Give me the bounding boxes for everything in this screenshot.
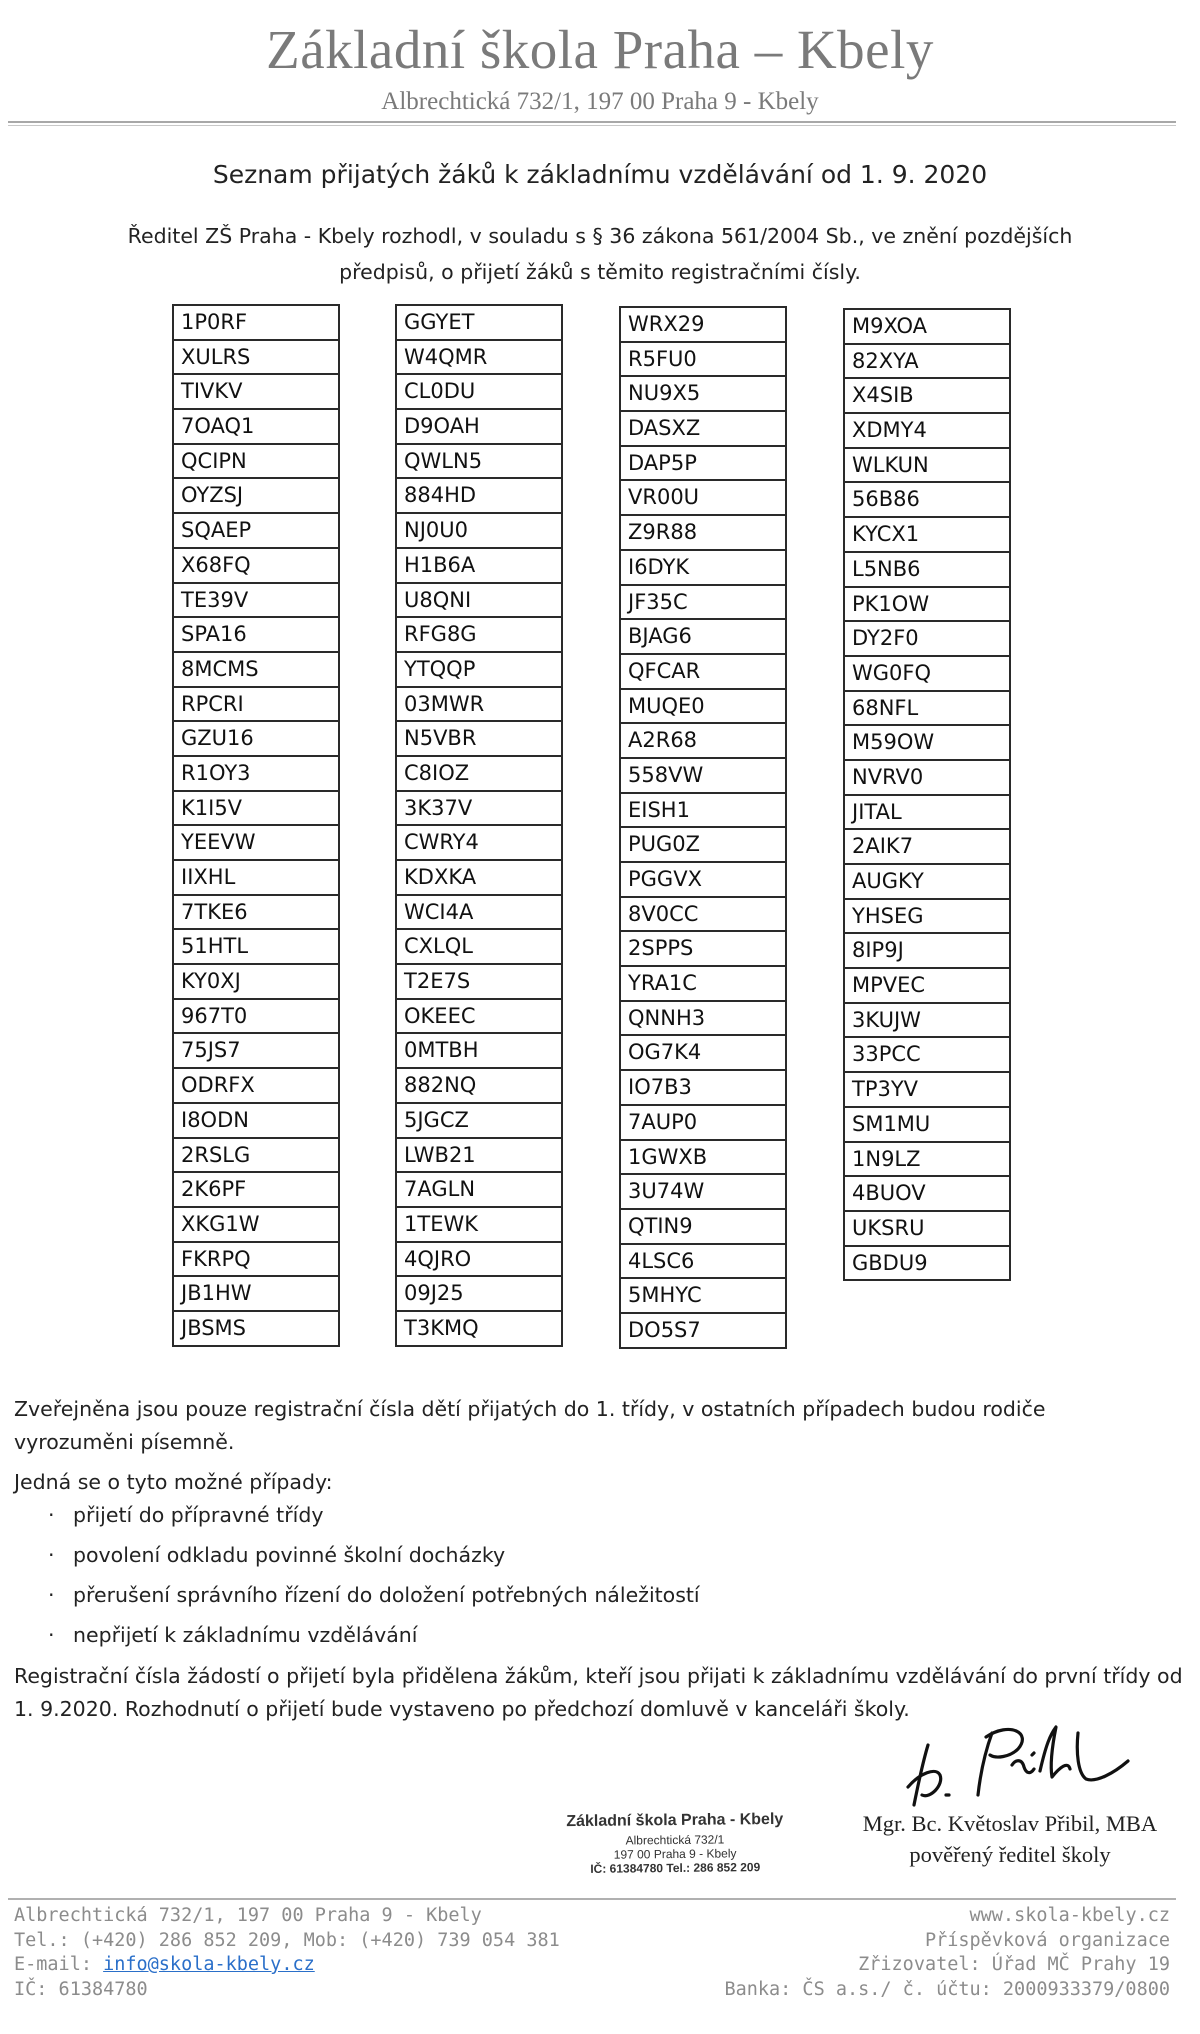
- registration-number: LWB21: [395, 1139, 563, 1174]
- registration-number: K1I5V: [172, 792, 340, 827]
- handwritten-signature: [900, 1715, 1140, 1810]
- registration-number: PK1OW: [843, 588, 1011, 623]
- registration-number: WRX29: [619, 306, 787, 343]
- registration-number: QTIN9: [619, 1210, 787, 1245]
- registration-number: JB1HW: [172, 1277, 340, 1312]
- registration-number: I8ODN: [172, 1104, 340, 1139]
- document-title: Seznam přijatých žáků k základnímu vzdělávání od 1. 9. 2020: [212, 160, 988, 189]
- registration-number: SM1MU: [843, 1108, 1011, 1143]
- footer-org-type: Příspěvková organizace: [924, 1929, 1170, 1951]
- footer-contact: [14, 1904, 560, 2002]
- registration-number: YRA1C: [619, 967, 787, 1002]
- registration-number: GZU16: [172, 722, 340, 757]
- registration-number: IO7B3: [619, 1071, 787, 1106]
- registration-number: 7OAQ1: [172, 410, 340, 445]
- registration-number: GGYET: [395, 304, 563, 341]
- registration-number: DY2F0: [843, 622, 1011, 657]
- registration-number: 967T0: [172, 1000, 340, 1035]
- registration-number: TE39V: [172, 584, 340, 619]
- list-item: [48, 1615, 948, 1655]
- school-address: Albrechtická 732/1, 197 00 Praha 9 - Kbely: [381, 88, 819, 115]
- registration-number: 1P0RF: [172, 304, 340, 341]
- closing-line: 1. 9.2020. Rozhodnutí o přijetí bude vystaveno po předchozí domluvě v kanceláři školy.: [14, 1697, 910, 1721]
- stamp-street: Albrechtická 732/1: [625, 1832, 725, 1848]
- registration-number: DASXZ: [619, 412, 787, 447]
- registration-number: W4QMR: [395, 341, 563, 376]
- intro-line: předpisů, o přijetí žáků s těmito registračními čísly.: [339, 260, 861, 284]
- footer-organization: [724, 1904, 1170, 2002]
- registration-column-3: [619, 306, 787, 1349]
- registration-number: XDMY4: [843, 414, 1011, 449]
- registration-number: QNNH3: [619, 1002, 787, 1037]
- registration-number: X68FQ: [172, 549, 340, 584]
- registration-number: UKSRU: [843, 1212, 1011, 1247]
- registration-number: 558VW: [619, 759, 787, 794]
- registration-number: U8QNI: [395, 584, 563, 619]
- registration-number: 03MWR: [395, 688, 563, 723]
- registration-number: TP3YV: [843, 1073, 1011, 1108]
- footer-divider: [8, 1898, 1176, 1900]
- case-text: přijetí do přípravné třídy: [73, 1503, 324, 1527]
- signatory-name: Mgr. Bc. Květoslav Přibil, MBA: [862, 1811, 1158, 1836]
- registration-number: 2SPPS: [619, 932, 787, 967]
- registration-number: X4SIB: [843, 379, 1011, 414]
- registration-number: RPCRI: [172, 688, 340, 723]
- case-text: nepřijetí k základnímu vzdělávání: [73, 1623, 418, 1647]
- registration-number: IIXHL: [172, 861, 340, 896]
- registration-number: 4LSC6: [619, 1245, 787, 1280]
- registration-number: 7AUP0: [619, 1106, 787, 1141]
- registration-column-2: [395, 304, 563, 1347]
- registration-number: 2AIK7: [843, 830, 1011, 865]
- registration-number: EISH1: [619, 794, 787, 829]
- notice-paragraph: [14, 1393, 1184, 1459]
- registration-number: 8MCMS: [172, 653, 340, 688]
- registration-number: KY0XJ: [172, 965, 340, 1000]
- registration-number: R1OY3: [172, 757, 340, 792]
- registration-number: MPVEC: [843, 969, 1011, 1004]
- case-text: povolení odkladu povinné školní docházky: [73, 1543, 506, 1567]
- cases-intro: Jedná se o tyto možné případy:: [14, 1470, 333, 1494]
- registration-number: SQAEP: [172, 514, 340, 549]
- registration-number: 3KUJW: [843, 1004, 1011, 1039]
- registration-number: DAP5P: [619, 447, 787, 482]
- stamp-city: 197 00 Praha 9 - Kbely: [613, 1846, 737, 1862]
- footer-bank: Banka: ČS a.s./ č. účtu: 2000933379/0800: [724, 1978, 1170, 2000]
- stamp-school-name: Základní škola Praha - Kbely: [566, 1810, 784, 1831]
- registration-number: YTQQP: [395, 653, 563, 688]
- registration-number: KYCX1: [843, 518, 1011, 553]
- registration-number: XKG1W: [172, 1208, 340, 1243]
- registration-number: H1B6A: [395, 549, 563, 584]
- registration-number: 4QJRO: [395, 1243, 563, 1278]
- registration-number: XULRS: [172, 341, 340, 376]
- registration-number: M9XOA: [843, 308, 1011, 345]
- registration-number: QCIPN: [172, 445, 340, 480]
- bullet-icon: ·: [48, 1583, 55, 1607]
- registration-number: 0MTBH: [395, 1034, 563, 1069]
- registration-number: PUG0Z: [619, 828, 787, 863]
- registration-number: 3U74W: [619, 1175, 787, 1210]
- school-name-heading: Základní škola Praha – Kbely: [266, 19, 934, 80]
- footer-founder: Zřizovatel: Úřad MČ Prahy 19: [858, 1954, 1170, 1975]
- registration-number: 8IP9J: [843, 934, 1011, 969]
- registration-number: 33PCC: [843, 1038, 1011, 1073]
- registration-number: T3KMQ: [395, 1312, 563, 1347]
- registration-number: 56B86: [843, 483, 1011, 518]
- registration-number: 2RSLG: [172, 1139, 340, 1174]
- registration-number: OG7K4: [619, 1036, 787, 1071]
- footer-address: Albrechtická 732/1, 197 00 Praha 9 - Kbely: [14, 1905, 482, 1926]
- registration-number: 1N9LZ: [843, 1143, 1011, 1178]
- registration-number: QWLN5: [395, 445, 563, 480]
- email-link[interactable]: info@skola-kbely.cz: [103, 1954, 315, 1975]
- registration-number: A2R68: [619, 724, 787, 759]
- list-item: [48, 1535, 948, 1575]
- registration-number: 5JGCZ: [395, 1104, 563, 1139]
- footer-ico: IČ: 61384780: [14, 1978, 148, 2000]
- registration-number: RFG8G: [395, 618, 563, 653]
- registration-number: WCI4A: [395, 896, 563, 931]
- registration-number: 09J25: [395, 1277, 563, 1312]
- registration-number: 68NFL: [843, 692, 1011, 727]
- registration-number: L5NB6: [843, 553, 1011, 588]
- footer-website: www.skola-kbely.cz: [969, 1905, 1170, 1926]
- signatory-role: pověřený ředitel školy: [909, 1842, 1111, 1867]
- registration-number: Z9R88: [619, 516, 787, 551]
- registration-number: SPA16: [172, 618, 340, 653]
- registration-number: JBSMS: [172, 1312, 340, 1347]
- registration-number: M59OW: [843, 726, 1011, 761]
- registration-number: 3K37V: [395, 792, 563, 827]
- registration-number: BJAG6: [619, 620, 787, 655]
- registration-number: VR00U: [619, 481, 787, 516]
- cases-list: [48, 1495, 948, 1655]
- registration-number: YEEVW: [172, 826, 340, 861]
- registration-number: C8IOZ: [395, 757, 563, 792]
- registration-number: KDXKA: [395, 861, 563, 896]
- registration-column-1: [172, 304, 340, 1347]
- registration-column-4: [843, 308, 1011, 1281]
- registration-number: 82XYA: [843, 345, 1011, 380]
- registration-number: 51HTL: [172, 930, 340, 965]
- signatory-block: [835, 1808, 1185, 1870]
- registration-number: DO5S7: [619, 1314, 787, 1349]
- registration-number: NJ0U0: [395, 514, 563, 549]
- registration-number: 8V0CC: [619, 898, 787, 933]
- registration-number: CWRY4: [395, 826, 563, 861]
- registration-number: AUGKY: [843, 865, 1011, 900]
- registration-number: JF35C: [619, 586, 787, 621]
- stamp-ids: IČ: 61384780 Tel.: 286 852 209: [590, 1860, 761, 1876]
- notice-line: Zveřejněna jsou pouze registrační čísla dětí přijatých do 1. třídy, v ostatních případech budou rodiče: [14, 1397, 1046, 1421]
- registration-number: ODRFX: [172, 1069, 340, 1104]
- registration-number: JITAL: [843, 796, 1011, 831]
- registration-number: CXLQL: [395, 930, 563, 965]
- registration-number: QFCAR: [619, 655, 787, 690]
- registration-number: OYZSJ: [172, 479, 340, 514]
- registration-number: NVRV0: [843, 761, 1011, 796]
- intro-paragraph: [90, 218, 1110, 290]
- registration-number: 7TKE6: [172, 896, 340, 931]
- registration-number: 5MHYC: [619, 1279, 787, 1314]
- intro-line: Ředitel ZŠ Praha - Kbely rozhodl, v souladu s § 36 zákona 561/2004 Sb., ve znění pozdějších: [127, 224, 1073, 248]
- registration-number: R5FU0: [619, 343, 787, 378]
- registration-number: PGGVX: [619, 863, 787, 898]
- registration-number: CL0DU: [395, 375, 563, 410]
- registration-number: 1TEWK: [395, 1208, 563, 1243]
- letterhead-divider: [8, 121, 1176, 126]
- registration-number: 882NQ: [395, 1069, 563, 1104]
- registration-number: D9OAH: [395, 410, 563, 445]
- list-item: [48, 1575, 948, 1615]
- registration-number: T2E7S: [395, 965, 563, 1000]
- closing-line: Registrační čísla žádostí o přijetí byla přidělena žákům, kteří jsou přijati k základnímu vzdělávání do první třídy od: [14, 1664, 1183, 1688]
- registration-number: NU9X5: [619, 377, 787, 412]
- bullet-icon: ·: [48, 1623, 55, 1647]
- bullet-icon: ·: [48, 1503, 55, 1527]
- registration-number: 75JS7: [172, 1034, 340, 1069]
- bullet-icon: ·: [48, 1543, 55, 1567]
- notice-line: vyrozuměni písemně.: [14, 1430, 235, 1454]
- registration-number: TIVKV: [172, 375, 340, 410]
- registration-number: 884HD: [395, 479, 563, 514]
- registration-number: 7AGLN: [395, 1173, 563, 1208]
- registration-number: OKEEC: [395, 1000, 563, 1035]
- registration-number: FKRPQ: [172, 1243, 340, 1278]
- registration-number: 4BUOV: [843, 1177, 1011, 1212]
- registration-number: 2K6PF: [172, 1173, 340, 1208]
- registration-number: 1GWXB: [619, 1141, 787, 1176]
- registration-number: N5VBR: [395, 722, 563, 757]
- registration-number: WLKUN: [843, 449, 1011, 484]
- footer-email-row: [14, 1953, 560, 1978]
- school-stamp: [540, 1811, 811, 1877]
- registration-number: YHSEG: [843, 900, 1011, 935]
- registration-number: I6DYK: [619, 551, 787, 586]
- case-text: přerušení správního řízení do doložení potřebných náležitostí: [73, 1583, 700, 1607]
- footer-phones: Tel.: (+420) 286 852 209, Mob: (+420) 739 054 381: [14, 1929, 560, 1951]
- registration-number: MUQE0: [619, 690, 787, 725]
- list-item: [48, 1495, 948, 1535]
- registration-number: WG0FQ: [843, 657, 1011, 692]
- footer-email-label: E-mail:: [14, 1954, 104, 1975]
- registration-number: GBDU9: [843, 1247, 1011, 1282]
